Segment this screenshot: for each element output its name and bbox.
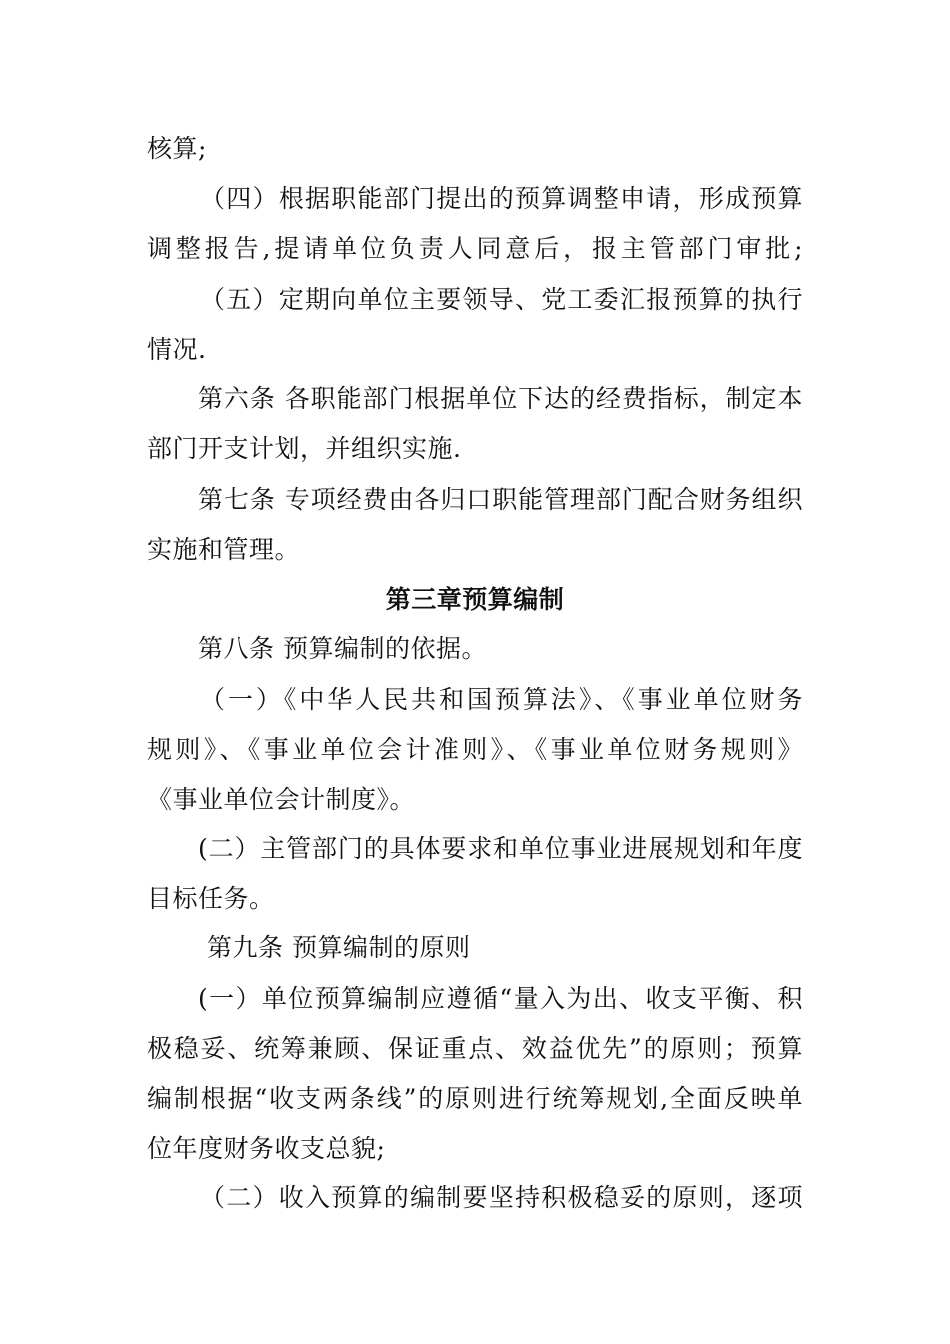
chapter-heading: 第三章预算编制 (385, 585, 565, 614)
text-line-9: 实施和管理。 (147, 535, 301, 564)
text-line-2: （四）根据职能部门提出的预算调整申请，形成预算 (200, 184, 803, 213)
text-line-16: 目标任务。 (147, 884, 275, 913)
text-line-3: 调整报告,提请单位负责人同意后，报主管部门审批; (147, 234, 803, 263)
text-line-20: 编制根据“收支两条线”的原则进行统筹规划,全面反映单 (147, 1084, 803, 1113)
text-line-17: 第九条 预算编制的原则 (207, 933, 471, 962)
text-line-8: 第七条 专项经费由各归口职能管理部门配合财务组织 (198, 485, 803, 514)
text-line-13: 规则》、《事业单位会计准则》、《事业单位财务规则》 (147, 735, 803, 764)
text-line-18: (一）单位预算编制应遵循“量入为出、收支平衡、积 (198, 984, 803, 1013)
text-line-15: (二）主管部门的具体要求和单位事业进展规划和年度 (198, 834, 803, 863)
text-line-5: 情况. (147, 335, 207, 364)
text-line-7: 部门开支计划，并组织实施. (147, 434, 462, 463)
text-line-22: （二）收入预算的编制要坚持积极稳妥的原则，逐项 (200, 1183, 803, 1212)
text-line-11: 第八条 预算编制的依据。 (198, 634, 487, 663)
text-line-19: 极稳妥、统筹兼顾、保证重点、效益优先”的原则；预算 (147, 1034, 803, 1063)
text-line-1: 核算; (147, 134, 207, 163)
text-line-6: 第六条 各职能部门根据单位下达的经费指标，制定本 (198, 384, 803, 413)
text-line-14: 《事业单位会计制度》。 (147, 785, 416, 814)
text-line-12: （一）《中华人民共和国预算法》、《事业单位财务 (200, 685, 803, 714)
text-line-4: （五）定期向单位主要领导、党工委汇报预算的执行 (200, 285, 803, 314)
text-line-21: 位年度财务收支总貌; (147, 1134, 386, 1163)
